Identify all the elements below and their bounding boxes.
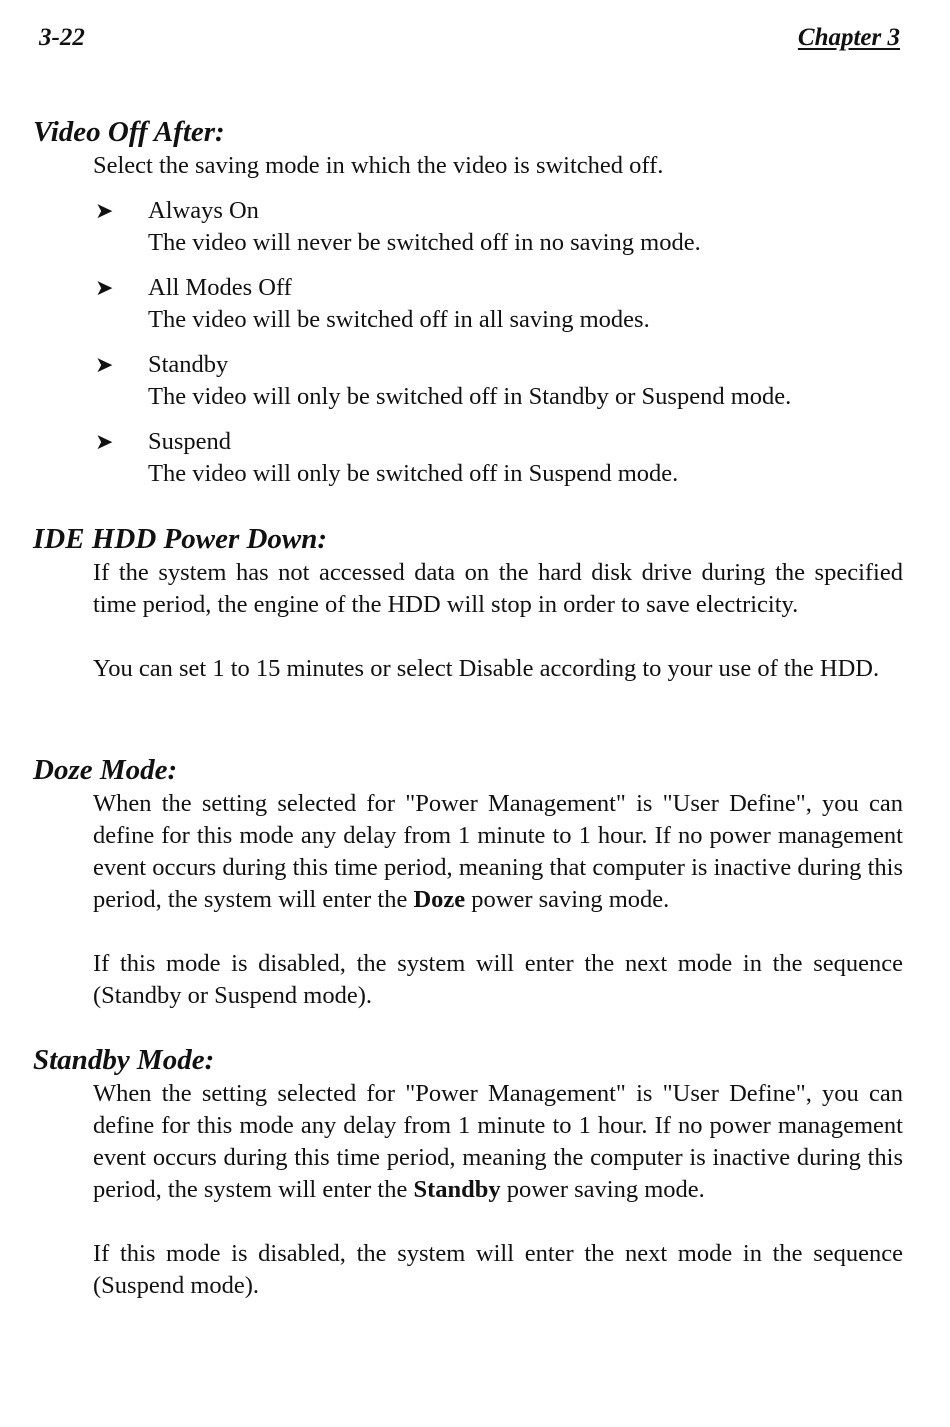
section-title-doze-mode: Doze Mode:: [33, 754, 178, 786]
page-header: [39, 24, 900, 58]
option-description: The video will only be switched off in Suspend mode.: [148, 460, 679, 487]
doze-paragraph-1: [93, 788, 903, 916]
video-off-intro: Select the saving mode in which the video is switched off.: [93, 152, 664, 179]
page-number: 3-22: [39, 24, 85, 51]
section-title-video-off-after: Video Off After:: [33, 116, 225, 148]
option-label: Always On: [148, 197, 259, 224]
standby-paragraph-1: [93, 1078, 903, 1206]
option-label: Standby: [148, 351, 229, 378]
option-description: The video will be switched off in all saving modes.: [148, 306, 650, 333]
standby-bold-term: Standby: [413, 1176, 501, 1203]
standby-text-end: power saving mode.: [500, 1176, 705, 1203]
option-description: The video will never be switched off in no saving mode.: [148, 229, 701, 256]
section-title-standby-mode: Standby Mode:: [33, 1044, 215, 1076]
arrow-bullet-icon: ➤: [95, 352, 114, 377]
arrow-bullet-icon: ➤: [95, 198, 114, 223]
ide-hdd-paragraph-2: You can set 1 to 15 minutes or select Disable according to your use of the HDD.: [93, 655, 880, 682]
arrow-bullet-icon: ➤: [95, 429, 114, 454]
doze-text-end: power saving mode.: [465, 886, 670, 913]
option-label: All Modes Off: [148, 274, 292, 301]
standby-text: When the setting selected for "Power Management" is "User Define", you can define for this mode any delay from 1 minute to 1 hour. If no power management event occurs during this time period, meaning the computer is inactive during this period, the system will enter the: [93, 1080, 903, 1203]
arrow-bullet-icon: ➤: [95, 275, 114, 300]
doze-bold-term: Doze: [413, 886, 466, 913]
option-label: Suspend: [148, 428, 232, 455]
option-description: The video will only be switched off in Standby or Suspend mode.: [148, 383, 792, 410]
chapter-label: Chapter 3: [797, 24, 900, 51]
ide-hdd-paragraph-1: If the system has not accessed data on the hard disk drive during the specified time period, the engine of the HDD will stop in order to save electricity.: [93, 559, 903, 618]
doze-paragraph-2: If this mode is disabled, the system will enter the next mode in the sequence (Standby or Suspend mode).: [93, 950, 903, 1009]
section-title-ide-hdd: IDE HDD Power Down:: [33, 523, 328, 555]
standby-paragraph-2: If this mode is disabled, the system will enter the next mode in the sequence (Suspend mode).: [93, 1240, 903, 1299]
doze-text: When the setting selected for "Power Management" is "User Define", you can define for this mode any delay from 1 minute to 1 hour. If no power management event occurs during this time period, meaning that computer is inactive during this period, the system will enter the: [93, 790, 903, 913]
